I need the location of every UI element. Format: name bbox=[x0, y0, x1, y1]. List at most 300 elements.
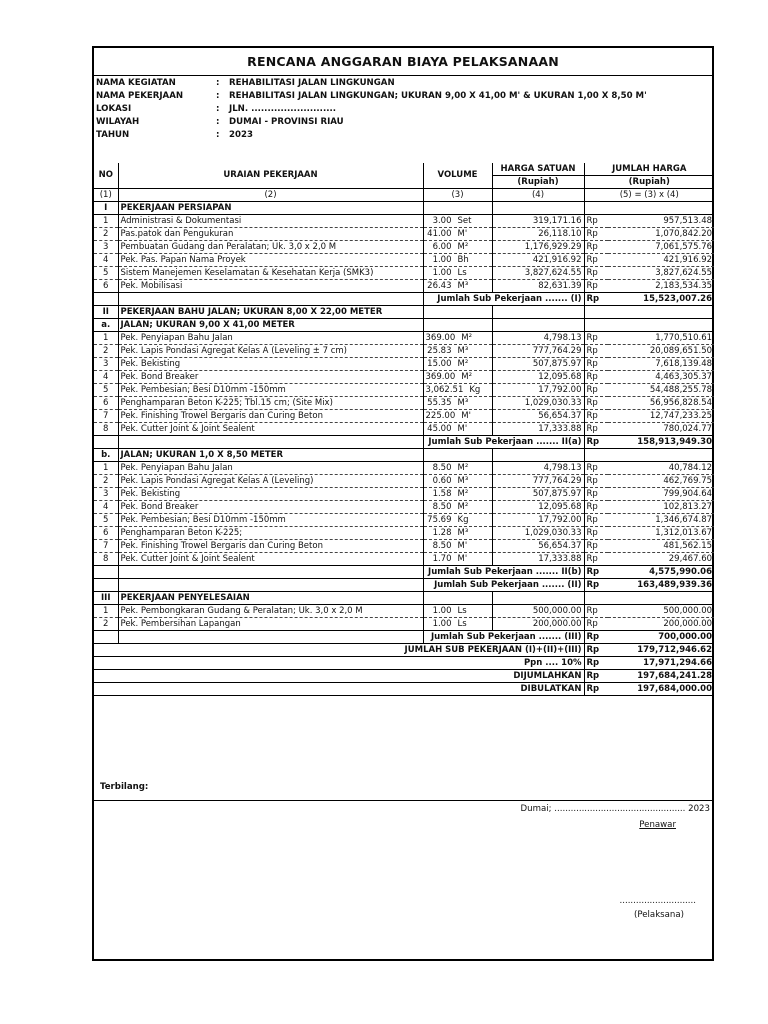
item-volume bbox=[423, 618, 492, 631]
item-volume bbox=[423, 254, 492, 267]
item-volume bbox=[423, 553, 492, 566]
item-description: Pek. Penyiapan Bahu Jalan bbox=[118, 462, 423, 475]
item-unit-price: 82,631.39 bbox=[492, 280, 584, 293]
section-title: PEKERJAAN BAHU JALAN; UKURAN 8,00 X 22,00 METER bbox=[118, 306, 423, 319]
table-row bbox=[94, 397, 714, 410]
table-row bbox=[94, 332, 714, 345]
currency-label: Rp bbox=[584, 345, 608, 358]
volume-unit: Kg bbox=[457, 514, 469, 525]
table-row bbox=[94, 215, 714, 228]
item-number: 5 bbox=[94, 514, 118, 527]
item-amount: 2,183,534.35 bbox=[608, 280, 714, 293]
currency-label: Rp bbox=[584, 436, 608, 449]
section-number: b. bbox=[94, 449, 118, 462]
item-amount: 1,312,013.67 bbox=[608, 527, 714, 540]
item-amount: 20,089,651.50 bbox=[608, 345, 714, 358]
total-label: DIBULATKAN bbox=[94, 683, 584, 696]
info-key: NAMA PEKERJAAN bbox=[96, 91, 184, 101]
col-number: (4) bbox=[492, 189, 584, 202]
empty-cell bbox=[584, 449, 714, 462]
info-colon: : bbox=[216, 130, 220, 140]
volume-unit: M³ bbox=[457, 475, 469, 486]
table-row bbox=[94, 358, 714, 371]
currency-label: Rp bbox=[584, 358, 608, 371]
empty-cell bbox=[492, 319, 584, 332]
table-row bbox=[94, 228, 714, 241]
item-description: Pek. Lapis Pondasi Agregat Kelas A (Leveling ± 7 cm) bbox=[118, 345, 423, 358]
item-unit-price: 56,654.37 bbox=[492, 540, 584, 553]
header-harga-satuan: HARGA SATUAN bbox=[492, 163, 584, 176]
item-number: 2 bbox=[94, 475, 118, 488]
item-description: Administrasi & Dokumentasi bbox=[118, 215, 423, 228]
table-row bbox=[94, 462, 714, 475]
subtotal-amount: 4,575,990.06 bbox=[608, 566, 714, 579]
item-number: 2 bbox=[94, 618, 118, 631]
volume-unit: M³ bbox=[457, 527, 469, 538]
subtotal-amount: 15,523,007.26 bbox=[608, 293, 714, 306]
volume-unit: Kg bbox=[469, 384, 481, 395]
rab-document bbox=[92, 46, 714, 961]
item-unit-price: 1,029,030.33 bbox=[492, 397, 584, 410]
empty-cell bbox=[118, 579, 423, 592]
header-row bbox=[94, 163, 714, 176]
volume-unit: M' bbox=[457, 553, 468, 564]
item-unit-price: 777,764.29 bbox=[492, 475, 584, 488]
volume-unit: M' bbox=[457, 228, 468, 239]
item-description: Pek. Finishing Trowel Bergaris dan Curing Beton bbox=[118, 410, 423, 423]
currency-label: Rp bbox=[584, 501, 608, 514]
item-unit-price: 1,029,030.33 bbox=[492, 527, 584, 540]
empty-cell bbox=[492, 592, 584, 605]
item-amount: 481,562.15 bbox=[608, 540, 714, 553]
item-description: Pek. Pembesian; Besi D10mm -150mm bbox=[118, 514, 423, 527]
subtotal-label: Jumlah Sub Pekerjaan ....... (II) bbox=[423, 579, 584, 592]
item-number: 2 bbox=[94, 228, 118, 241]
item-description: Pek. Cutter Joint & Joint Sealent bbox=[118, 553, 423, 566]
currency-label: Rp bbox=[584, 553, 608, 566]
info-row bbox=[96, 130, 253, 140]
info-value: JLN. .......................... bbox=[229, 104, 337, 114]
section-number: I bbox=[94, 202, 118, 215]
section-number: II bbox=[94, 306, 118, 319]
empty-cell bbox=[94, 436, 118, 449]
volume-unit: M' bbox=[457, 540, 468, 551]
item-description: Pek. Pembongkaran Gudang & Peralatan; Uk. 3,0 x 2,0 M bbox=[118, 605, 423, 618]
item-volume bbox=[423, 397, 492, 410]
section-title: PEKERJAAN PENYELESAIAN bbox=[118, 592, 423, 605]
column-number-row bbox=[94, 189, 714, 202]
item-number: 5 bbox=[94, 267, 118, 280]
empty-cell bbox=[94, 631, 118, 644]
item-volume bbox=[423, 410, 492, 423]
item-description: Pek. Finishing Trowel Bergaris dan Curing Beton bbox=[118, 540, 423, 553]
table-row bbox=[94, 241, 714, 254]
item-volume bbox=[423, 384, 492, 397]
subsection-heading bbox=[94, 319, 714, 332]
volume-unit: M² bbox=[461, 371, 472, 382]
col-number: (2) bbox=[118, 189, 423, 202]
volume-value: 26.43 bbox=[427, 280, 452, 291]
item-amount: 29,467.60 bbox=[608, 553, 714, 566]
info-colon: : bbox=[216, 78, 220, 88]
info-key: LOKASI bbox=[96, 104, 132, 114]
item-volume bbox=[423, 358, 492, 371]
currency-label: Rp bbox=[584, 462, 608, 475]
table-row bbox=[94, 384, 714, 397]
info-row bbox=[96, 91, 647, 101]
item-volume bbox=[423, 462, 492, 475]
currency-label: Rp bbox=[584, 488, 608, 501]
subtotal-label: Jumlah Sub Pekerjaan ....... II(a) bbox=[423, 436, 584, 449]
info-colon: : bbox=[216, 91, 220, 101]
item-unit-price: 421,916.92 bbox=[492, 254, 584, 267]
item-description: Pek. Penyiapan Bahu Jalan bbox=[118, 332, 423, 345]
item-number: 2 bbox=[94, 345, 118, 358]
volume-value: 1.00 bbox=[432, 605, 452, 616]
item-unit-price: 17,333.88 bbox=[492, 553, 584, 566]
item-number: 4 bbox=[94, 501, 118, 514]
volume-unit: Ls bbox=[457, 267, 467, 278]
volume-value: 6.00 bbox=[432, 241, 452, 252]
empty-cell bbox=[118, 631, 423, 644]
item-description: Pek. Bond Breaker bbox=[118, 501, 423, 514]
item-description: Pas.patok dan Pengukuran bbox=[118, 228, 423, 241]
empty-cell bbox=[423, 202, 492, 215]
header-harga-satuan-unit: (Rupiah) bbox=[492, 176, 584, 189]
item-unit-price: 3,827,624.55 bbox=[492, 267, 584, 280]
volume-value: 1.58 bbox=[432, 488, 452, 499]
item-unit-price: 1,176,929.29 bbox=[492, 241, 584, 254]
currency-label: Rp bbox=[584, 228, 608, 241]
currency-label: Rp bbox=[584, 397, 608, 410]
empty-cell bbox=[423, 319, 492, 332]
header-jumlah-harga: JUMLAH HARGA bbox=[584, 163, 714, 176]
rab-table bbox=[94, 163, 714, 696]
empty-cell bbox=[94, 579, 118, 592]
document-title: RENCANA ANGGARAN BIAYA PELAKSANAAN bbox=[247, 54, 559, 69]
item-amount: 7,061,575.76 bbox=[608, 241, 714, 254]
item-unit-price: 507,875.97 bbox=[492, 488, 584, 501]
currency-label: Rp bbox=[584, 384, 608, 397]
section-heading bbox=[94, 306, 714, 319]
item-number: 6 bbox=[94, 397, 118, 410]
info-value: REHABILITASI JALAN LINGKUNGAN bbox=[229, 78, 395, 88]
section-title: PEKERJAAN PERSIAPAN bbox=[118, 202, 423, 215]
total-row bbox=[94, 657, 714, 670]
item-unit-price: 4,798.13 bbox=[492, 462, 584, 475]
volume-unit: M² bbox=[457, 358, 469, 369]
empty-cell bbox=[94, 566, 118, 579]
item-number: 1 bbox=[94, 215, 118, 228]
info-key: NAMA KEGIATAN bbox=[96, 78, 176, 88]
item-unit-price: 319,171.16 bbox=[492, 215, 584, 228]
item-amount: 54,488,255.78 bbox=[608, 384, 714, 397]
item-amount: 3,827,624.55 bbox=[608, 267, 714, 280]
item-description: Pek. Pembersihan Lapangan bbox=[118, 618, 423, 631]
item-volume bbox=[423, 241, 492, 254]
volume-unit: Ls bbox=[457, 618, 467, 629]
item-number: 5 bbox=[94, 384, 118, 397]
table-row bbox=[94, 618, 714, 631]
item-description: Pek. Lapis Pondasi Agregat Kelas A (Leveling) bbox=[118, 475, 423, 488]
item-number: 7 bbox=[94, 410, 118, 423]
item-description: Pek. Pas. Papan Nama Proyek bbox=[118, 254, 423, 267]
header-volume: VOLUME bbox=[423, 163, 492, 189]
total-label: DIJUMLAHKAN bbox=[94, 670, 584, 683]
table-row bbox=[94, 605, 714, 618]
currency-label: Rp bbox=[584, 514, 608, 527]
empty-cell bbox=[584, 306, 714, 319]
table-row bbox=[94, 410, 714, 423]
header-jumlah-harga-unit: (Rupiah) bbox=[584, 176, 714, 189]
volume-unit: Ls bbox=[457, 605, 467, 616]
signer-role: Penawar bbox=[639, 820, 676, 830]
volume-unit: M³ bbox=[457, 397, 469, 408]
volume-unit: Set bbox=[457, 215, 472, 226]
volume-unit: M' bbox=[461, 410, 471, 421]
total-row bbox=[94, 670, 714, 683]
item-number: 8 bbox=[94, 423, 118, 436]
subtotal-row bbox=[94, 631, 714, 644]
item-number: 7 bbox=[94, 540, 118, 553]
empty-cell bbox=[118, 293, 423, 306]
item-number: 1 bbox=[94, 332, 118, 345]
currency-label: Rp bbox=[584, 605, 608, 618]
item-volume bbox=[423, 228, 492, 241]
item-amount: 421,916.92 bbox=[608, 254, 714, 267]
item-amount: 1,070,842.20 bbox=[608, 228, 714, 241]
subtotal-label: Jumlah Sub Pekerjaan ....... (I) bbox=[423, 293, 584, 306]
item-amount: 780,024.77 bbox=[608, 423, 714, 436]
volume-value: 75.69 bbox=[427, 514, 452, 525]
subtotal-row bbox=[94, 436, 714, 449]
item-amount: 957,513.48 bbox=[608, 215, 714, 228]
item-amount: 200,000.00 bbox=[608, 618, 714, 631]
table-row bbox=[94, 553, 714, 566]
volume-unit: Bh bbox=[457, 254, 469, 265]
item-amount: 7,618,139.48 bbox=[608, 358, 714, 371]
volume-unit: M² bbox=[457, 501, 469, 512]
info-value: 2023 bbox=[229, 130, 253, 140]
volume-value: 15.00 bbox=[427, 358, 452, 369]
subtotal-row bbox=[94, 566, 714, 579]
item-amount: 56,956,828.54 bbox=[608, 397, 714, 410]
currency-label: Rp bbox=[584, 215, 608, 228]
currency-label: Rp bbox=[584, 566, 608, 579]
currency-label: Rp bbox=[584, 618, 608, 631]
volume-value: 8.50 bbox=[432, 501, 452, 512]
item-description: Pek. Mobilisasi bbox=[118, 280, 423, 293]
item-amount: 799,904.64 bbox=[608, 488, 714, 501]
volume-value: 369.00 bbox=[425, 371, 456, 382]
empty-cell bbox=[492, 202, 584, 215]
empty-cell bbox=[94, 293, 118, 306]
empty-cell bbox=[492, 306, 584, 319]
volume-unit: M² bbox=[457, 488, 469, 499]
item-volume bbox=[423, 215, 492, 228]
currency-label: Rp bbox=[584, 579, 608, 592]
empty-cell bbox=[584, 319, 714, 332]
item-amount: 462,769.75 bbox=[608, 475, 714, 488]
table-row bbox=[94, 514, 714, 527]
item-amount: 102,813.27 bbox=[608, 501, 714, 514]
info-value: DUMAI - PROVINSI RIAU bbox=[229, 117, 344, 127]
section-title: JALAN; UKURAN 1,0 X 8,50 METER bbox=[118, 449, 423, 462]
section-number: III bbox=[94, 592, 118, 605]
currency-label: Rp bbox=[584, 332, 608, 345]
item-volume bbox=[423, 540, 492, 553]
empty-cell bbox=[118, 436, 423, 449]
item-amount: 1,346,674.87 bbox=[608, 514, 714, 527]
item-description: Pek. Cutter Joint & Joint Sealent bbox=[118, 423, 423, 436]
volume-value: 3,062.51 bbox=[425, 384, 464, 395]
volume-value: 8.50 bbox=[432, 462, 452, 473]
item-unit-price: 507,875.97 bbox=[492, 358, 584, 371]
item-amount: 12,747,233.25 bbox=[608, 410, 714, 423]
volume-unit: M² bbox=[461, 332, 472, 343]
item-number: 4 bbox=[94, 254, 118, 267]
item-unit-price: 26,118.10 bbox=[492, 228, 584, 241]
item-number: 1 bbox=[94, 605, 118, 618]
empty-cell bbox=[584, 202, 714, 215]
signer-name: (Pelaksana) bbox=[634, 910, 684, 920]
total-label: JUMLAH SUB PEKERJAAN (I)+(II)+(III) bbox=[94, 644, 584, 657]
section-heading bbox=[94, 202, 714, 215]
item-description: Pek. Bond Breaker bbox=[118, 371, 423, 384]
currency-label: Rp bbox=[584, 657, 608, 670]
item-volume bbox=[423, 423, 492, 436]
terbilang-divider bbox=[94, 800, 712, 801]
signature-line: ............................ bbox=[619, 896, 696, 906]
col-number: (3) bbox=[423, 189, 492, 202]
volume-value: 1.00 bbox=[432, 267, 452, 278]
total-amount: 197,684,000.00 bbox=[608, 683, 714, 696]
volume-value: 8.50 bbox=[432, 540, 452, 551]
volume-unit: M³ bbox=[457, 345, 469, 356]
info-colon: : bbox=[216, 104, 220, 114]
item-volume bbox=[423, 371, 492, 384]
empty-cell bbox=[423, 449, 492, 462]
empty-cell bbox=[423, 306, 492, 319]
item-amount: 500,000.00 bbox=[608, 605, 714, 618]
info-row bbox=[96, 104, 336, 114]
currency-label: Rp bbox=[584, 293, 608, 306]
currency-label: Rp bbox=[584, 423, 608, 436]
section-heading bbox=[94, 592, 714, 605]
volume-value: 0.60 bbox=[432, 475, 452, 486]
item-volume bbox=[423, 345, 492, 358]
item-amount: 40,784.12 bbox=[608, 462, 714, 475]
item-description: Pek. Bekisting bbox=[118, 358, 423, 371]
volume-value: 369.00 bbox=[425, 332, 456, 343]
currency-label: Rp bbox=[584, 475, 608, 488]
currency-label: Rp bbox=[584, 683, 608, 696]
item-unit-price: 777,764.29 bbox=[492, 345, 584, 358]
volume-value: 1.70 bbox=[432, 553, 452, 564]
item-unit-price: 56,654.37 bbox=[492, 410, 584, 423]
item-amount: 1,770,510.61 bbox=[608, 332, 714, 345]
empty-cell bbox=[423, 592, 492, 605]
table-row bbox=[94, 423, 714, 436]
item-unit-price: 17,792.00 bbox=[492, 514, 584, 527]
item-unit-price: 4,798.13 bbox=[492, 332, 584, 345]
volume-unit: M' bbox=[457, 423, 468, 434]
volume-value: 1.00 bbox=[432, 254, 452, 265]
item-unit-price: 12,095.68 bbox=[492, 501, 584, 514]
currency-label: Rp bbox=[584, 371, 608, 384]
table-row bbox=[94, 254, 714, 267]
info-row bbox=[96, 78, 395, 88]
currency-label: Rp bbox=[584, 540, 608, 553]
item-number: 3 bbox=[94, 241, 118, 254]
item-number: 3 bbox=[94, 358, 118, 371]
volume-value: 1.00 bbox=[432, 618, 452, 629]
item-volume bbox=[423, 267, 492, 280]
item-description: Pek. Bekisting bbox=[118, 488, 423, 501]
col-number: (1) bbox=[94, 189, 118, 202]
item-number: 1 bbox=[94, 462, 118, 475]
title-divider bbox=[94, 75, 712, 76]
item-volume bbox=[423, 332, 492, 345]
table-row bbox=[94, 280, 714, 293]
currency-label: Rp bbox=[584, 670, 608, 683]
volume-unit: M² bbox=[457, 241, 469, 252]
info-key: WILAYAH bbox=[96, 117, 140, 127]
info-colon: : bbox=[216, 117, 220, 127]
volume-value: 3.00 bbox=[432, 215, 452, 226]
info-value: REHABILITASI JALAN LINGKUNGAN; UKURAN 9,00 X 41,00 M' & UKURAN 1,00 X 8,50 M' bbox=[229, 91, 647, 101]
total-label: Ppn .... 10% bbox=[94, 657, 584, 670]
section-number: a. bbox=[94, 319, 118, 332]
item-volume bbox=[423, 527, 492, 540]
item-number: 4 bbox=[94, 371, 118, 384]
subtotal-amount: 163,489,939.36 bbox=[608, 579, 714, 592]
subtotal-amount: 700,000.00 bbox=[608, 631, 714, 644]
col-number: (5) = (3) x (4) bbox=[584, 189, 714, 202]
item-amount: 4,463,305.37 bbox=[608, 371, 714, 384]
currency-label: Rp bbox=[584, 254, 608, 267]
empty-cell bbox=[118, 566, 423, 579]
info-row bbox=[96, 117, 344, 127]
table-row bbox=[94, 267, 714, 280]
item-volume bbox=[423, 475, 492, 488]
header-uraian: URAIAN PEKERJAAN bbox=[118, 163, 423, 189]
header-no: NO bbox=[94, 163, 118, 189]
volume-value: 225.00 bbox=[425, 410, 456, 421]
currency-label: Rp bbox=[584, 267, 608, 280]
table-row bbox=[94, 527, 714, 540]
info-key: TAHUN bbox=[96, 130, 130, 140]
currency-label: Rp bbox=[584, 644, 608, 657]
volume-value: 25.83 bbox=[427, 345, 452, 356]
total-amount: 17,971,294.66 bbox=[608, 657, 714, 670]
item-description: Sistem Manejemen Keselamatan & Kesehatan Kerja (SMK3) bbox=[118, 267, 423, 280]
item-number: 3 bbox=[94, 488, 118, 501]
subtotal-label: Jumlah Sub Pekerjaan ....... (III) bbox=[423, 631, 584, 644]
place-date: Dumai; ................................................ 2023 bbox=[520, 804, 710, 814]
currency-label: Rp bbox=[584, 410, 608, 423]
item-description: Penghamparan Beton K-225; Tbl.15 cm; (Site Mix) bbox=[118, 397, 423, 410]
table-row bbox=[94, 475, 714, 488]
total-amount: 197,684,241.28 bbox=[608, 670, 714, 683]
volume-value: 1.28 bbox=[432, 527, 452, 538]
item-unit-price: 12,095.68 bbox=[492, 371, 584, 384]
section-title: JALAN; UKURAN 9,00 X 41,00 METER bbox=[118, 319, 423, 332]
total-row bbox=[94, 644, 714, 657]
item-volume bbox=[423, 514, 492, 527]
table-row bbox=[94, 488, 714, 501]
item-volume bbox=[423, 605, 492, 618]
